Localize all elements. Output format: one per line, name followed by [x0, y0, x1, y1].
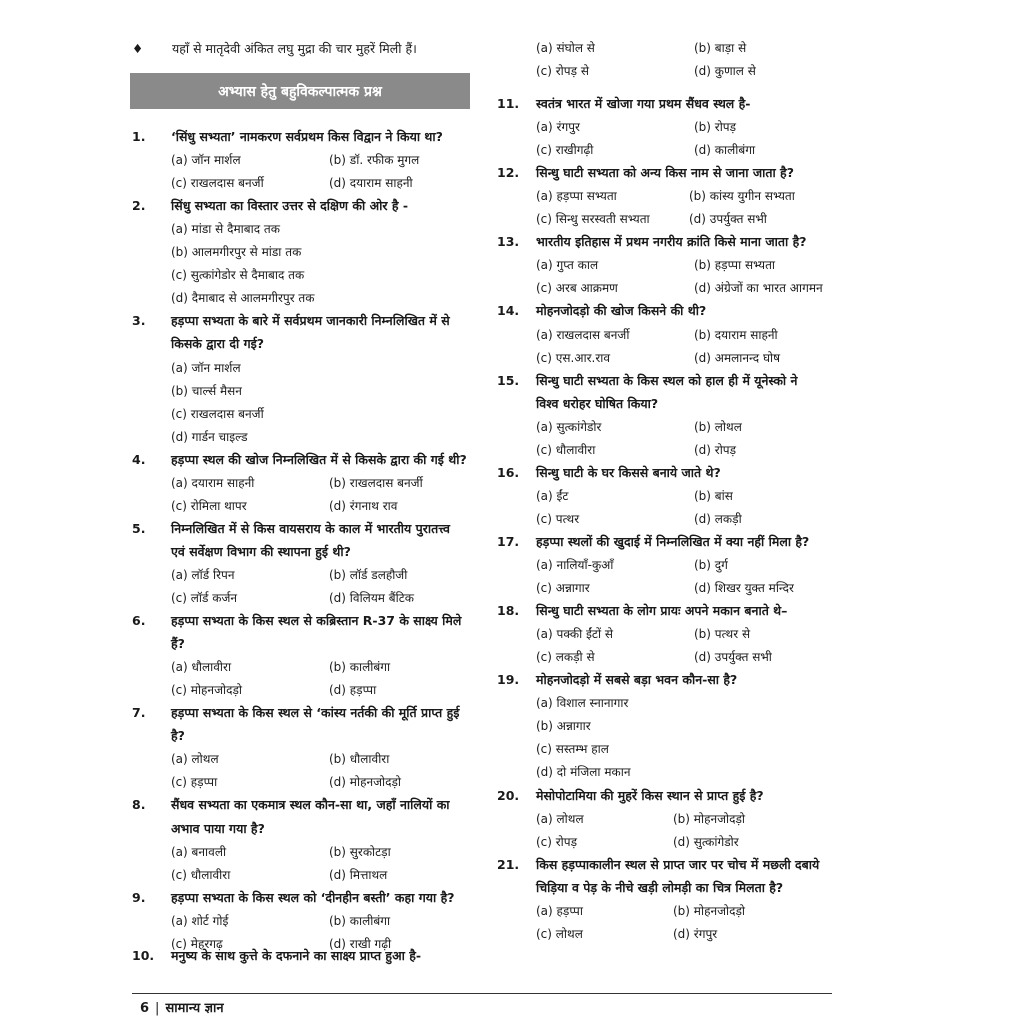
option-text: (d) उपर्युक्त सभी — [689, 212, 767, 227]
section-title-banner — [130, 73, 470, 109]
option-text: (a) राखलदास बनर्जी — [536, 327, 630, 342]
question-text: मोहनजोदड़ो में सबसे बड़ा भवन कौन-सा है? — [536, 672, 738, 688]
question-text: ‘सिंधु सभ्यता’ नामकरण सर्वप्रथम किस विद्वान ने किया था? — [171, 129, 443, 144]
option-text: (b) चार्ल्स मैसन — [171, 383, 242, 398]
option-text: (c) धौलावीरा — [171, 867, 231, 882]
option-text: (c) रोमिला थापर — [171, 498, 247, 513]
option-text: (b) मोहनजोदड़ो — [673, 903, 746, 918]
option-text: (b) राखलदास बनर्जी — [329, 475, 423, 490]
option-text: (b) पत्थर से — [694, 627, 751, 642]
option-text: (d) कालीबंगा — [694, 143, 756, 158]
bullet-icon: ♦ — [132, 41, 144, 56]
question-number: 6. — [132, 613, 146, 629]
option-text: (d) रोपड़ — [694, 442, 737, 457]
option-text: (d) दैमाबाद से आलमगीरपुर तक — [171, 291, 315, 306]
question-number: 14. — [497, 303, 520, 319]
option-text: (d) विलियम बैंटिक — [329, 591, 414, 605]
question-number: 8. — [132, 797, 146, 813]
question-number: 4. — [132, 451, 146, 467]
option-text: (c) अरब आक्रमण — [536, 281, 618, 296]
option-text: (a) लोथल — [171, 752, 219, 767]
option-text: (d) दो मंजिला मकान — [536, 765, 631, 780]
option-text: (c) राखलदास बनर्जी — [171, 406, 264, 421]
question-text: हड़प्पा स्थलों की खुदाई में निम्नलिखित में क्या नहीं मिला है? — [536, 533, 810, 549]
option-text: (d) अंग्रेजों का भारत आगमन — [694, 281, 823, 296]
question-number: 1. — [132, 129, 146, 144]
option-text: (b) लोथल — [694, 419, 742, 434]
question-text: मनुष्य के साथ कुत्ते के दफनाने का साक्ष्य प्राप्त हुआ है- — [171, 948, 422, 963]
option-text: (a) संघोल से — [536, 41, 595, 55]
option-text: (d) रंगपुर — [673, 926, 718, 941]
option-text: (d) हड़प्पा — [329, 683, 377, 698]
option-text: (d) राखी गढ़ी — [329, 936, 392, 951]
question-text: सिन्धु घाटी के घर किससे बनाये जाते थे? — [536, 464, 721, 480]
option-text: (d) लकड़ी — [694, 511, 742, 526]
option-text: (d) मोहनजोदड़ो — [329, 775, 402, 790]
question-number: 13. — [497, 234, 520, 250]
option-text: (a) दयाराम साहनी — [171, 475, 255, 490]
question-text: हड़प्पा सभ्यता के किस स्थल से ‘कांस्य नर्तकी की मूर्ति प्राप्त हुई — [171, 705, 460, 721]
option-text: (c) लोथल — [536, 926, 583, 941]
question-number: 17. — [497, 533, 520, 549]
footer-separator: | — [155, 1001, 160, 1016]
question-number: 19. — [497, 672, 520, 688]
section-title: अभ्यास हेतु बहुविकल्पात्मक प्रश्न — [218, 83, 382, 100]
option-text: (b) दयाराम साहनी — [694, 327, 778, 342]
option-text: (c) सस्तम्भ हाल — [536, 742, 609, 757]
option-text: (c) धौलावीरा — [536, 442, 596, 457]
option-text: (b) रोपड़ — [694, 120, 737, 135]
option-text: (d) सुत्कांगेडोर — [673, 834, 739, 849]
option-text: (b) आलमगीरपुर से मांडा तक — [171, 245, 302, 260]
question-number: 5. — [132, 520, 146, 536]
question-number: 7. — [132, 705, 146, 721]
question-text: विश्व धरोहर घोषित किया? — [536, 395, 659, 411]
option-text: (b) अन्नागार — [536, 719, 591, 734]
option-text: (c) राखीगढ़ी — [536, 143, 594, 158]
question-number: 15. — [497, 372, 520, 388]
question-text: सिन्धु घाटी सभ्यता के किस स्थल को हाल ही में यूनेस्को ने — [536, 372, 798, 388]
option-text: (d) उपर्युक्त सभी — [694, 650, 772, 665]
question-number: 18. — [497, 603, 520, 619]
option-text: (c) राखलदास बनर्जी — [171, 176, 264, 191]
question-text: सिन्धु घाटी सभ्यता को अन्य किस नाम से जाना जाता है? — [536, 165, 794, 181]
option-text: (a) जॉन मार्शल — [171, 360, 241, 375]
option-text: (b) कांस्य युगीन सभ्यता — [689, 189, 795, 204]
question-text: चिड़िया व पेड़ के नीचे खड़ी लोमड़ी का चित्र मिलता है? — [536, 879, 784, 895]
option-text: (d) अमलानन्द घोष — [694, 350, 781, 365]
option-text: (b) बांस — [694, 488, 733, 503]
option-text: (d) कुणाल से — [694, 64, 756, 79]
question-number: 11. — [497, 96, 520, 111]
option-text: (a) शोर्ट गोई — [171, 913, 229, 928]
option-text: (d) रंगनाथ राव — [329, 498, 398, 513]
option-text: (a) लोथल — [536, 811, 584, 826]
option-text: (c) लॉर्ड कर्जन — [171, 591, 238, 605]
question-number: 16. — [497, 464, 520, 480]
option-text: (c) रोपड़ से — [536, 64, 589, 79]
option-text: (b) कालीबंगा — [329, 913, 391, 928]
option-text: (a) विशाल स्नानागार — [536, 696, 629, 711]
option-text: (a) ईंट — [536, 488, 569, 503]
option-text: (a) सुत्कांगेडोर — [536, 419, 602, 434]
question-text: सिंधु सभ्यता का विस्तार उत्तर से दक्षिण की ओर है - — [171, 198, 409, 214]
question-text: किस हड़प्पाकालीन स्थल से प्राप्त जार पर चोच में मछली दबाये — [536, 856, 820, 872]
option-text: (c) लकड़ी से — [536, 650, 595, 665]
question-text: हड़प्पा स्थल की खोज निम्नलिखित में से किसके द्वारा की गई थी? — [171, 451, 467, 467]
option-text: (a) रंगपुर — [536, 120, 580, 135]
option-text: (a) पक्की ईंटों से — [536, 627, 614, 642]
option-text: (c) हड़प्पा — [171, 775, 218, 790]
option-text: (c) रोपड़ — [536, 834, 578, 849]
option-text: (a) हड़प्पा सभ्यता — [536, 189, 617, 204]
page-number: 6 — [140, 1001, 150, 1016]
question-number: 10. — [132, 948, 155, 963]
option-text: (d) गार्डन चाइल्ड — [171, 429, 248, 444]
option-text: (a) गुप्त काल — [536, 258, 599, 273]
option-text: (c) अन्नागार — [536, 581, 590, 596]
question-text: हैं? — [171, 636, 185, 652]
option-text: (c) मेहरगढ़ — [171, 936, 223, 951]
option-text: (b) दुर्ग — [694, 558, 728, 572]
question-text: मोहनजोदड़ो की खोज किसने की थी? — [536, 303, 707, 319]
question-text: सिन्धु घाटी सभ्यता के लोग प्रायः अपने मकान बनाते थे– — [536, 603, 788, 619]
question-text: निम्नलिखित में से किस वायसराय के काल में भारतीय पुरातत्त्व — [171, 520, 450, 536]
option-text: (c) पत्थर — [536, 511, 580, 526]
question-text: स्वतंत्र भारत में खोजा गया प्रथम सैंधव स्थल है- — [536, 96, 751, 111]
question-number: 3. — [132, 313, 146, 329]
option-text: (d) दयाराम साहनी — [329, 176, 413, 191]
question-text: भारतीय इतिहास में प्रथम नगरीय क्रांति किसे माना जाता है? — [536, 234, 807, 250]
option-text: (a) बनावली — [171, 844, 227, 859]
option-text: (c) एस.आर.राव — [536, 350, 611, 365]
option-text: (b) हड़प्पा सभ्यता — [694, 258, 776, 273]
option-text: (a) धौलावीरा — [171, 660, 232, 675]
option-text: (b) डॉ. रफीक मुगल — [329, 153, 420, 168]
question-number: 12. — [497, 165, 520, 181]
question-number: 9. — [132, 889, 146, 905]
option-text: (c) सुत्कांगेडोर से दैमाबाद तक — [171, 268, 305, 283]
option-text: (a) मांडा से दैमाबाद तक — [171, 222, 280, 237]
option-text: (b) धौलावीरा — [329, 752, 390, 767]
question-text: हड़प्पा सभ्यता के बारे में सर्वप्रथम जानकारी निम्नलिखित में से — [171, 313, 450, 329]
option-text: (b) लॉर्ड डलहौजी — [329, 567, 408, 582]
question-text: एवं सर्वेक्षण विभाग की स्थापना हुई थी? — [171, 543, 351, 559]
question-text: हड़प्पा सभ्यता के किस स्थल से कब्रिस्तान R-37 के साक्ष्य मिले — [171, 613, 462, 629]
question-text: हड़प्पा सभ्यता के किस स्थल को ‘दीनहीन बस्ती’ कहा गया है? — [171, 889, 455, 905]
option-text: (a) नालियाँ-कुआँ — [536, 558, 614, 572]
question-number: 2. — [132, 198, 146, 214]
option-text: (a) हड़प्पा — [536, 903, 583, 918]
option-text: (b) मोहनजोदड़ो — [673, 811, 746, 826]
option-text: (b) सुरकोटड़ा — [329, 844, 391, 859]
question-text: मेसोपोटामिया की मुहरें किस स्थान से प्राप्त हुई है? — [536, 787, 764, 803]
option-text: (a) जॉन मार्शल — [171, 153, 241, 168]
question-text: है? — [171, 728, 185, 744]
option-text: (a) लॉर्ड रिपन — [171, 567, 235, 582]
footer-divider — [132, 993, 832, 994]
option-text: (c) मोहनजोदड़ो — [171, 683, 243, 698]
option-text: (d) शिखर युक्त मन्दिर — [694, 581, 794, 596]
option-text: (d) मित्ताथल — [329, 867, 388, 882]
option-text: (c) सिन्धु सरस्वती सभ्यता — [536, 212, 650, 227]
question-text: किसके द्वारा दी गई? — [171, 336, 265, 352]
question-text: सैंधव सभ्यता का एकमात्र स्थल कौन-सा था, जहाँ नालियों का — [171, 797, 450, 813]
page-footer — [140, 998, 224, 1016]
book-title: सामान्य ज्ञान — [165, 1001, 224, 1016]
question-number: 20. — [497, 787, 520, 803]
intro-bullet-text: यहाँ से मातृदेवी अंकित लघु मुद्रा की चार मुहरें मिली हैं। — [172, 41, 417, 56]
question-text: अभाव पाया गया है? — [171, 820, 265, 836]
option-text: (b) बाड़ा से — [694, 41, 747, 55]
question-number: 21. — [497, 856, 520, 872]
option-text: (b) कालीबंगा — [329, 660, 391, 675]
